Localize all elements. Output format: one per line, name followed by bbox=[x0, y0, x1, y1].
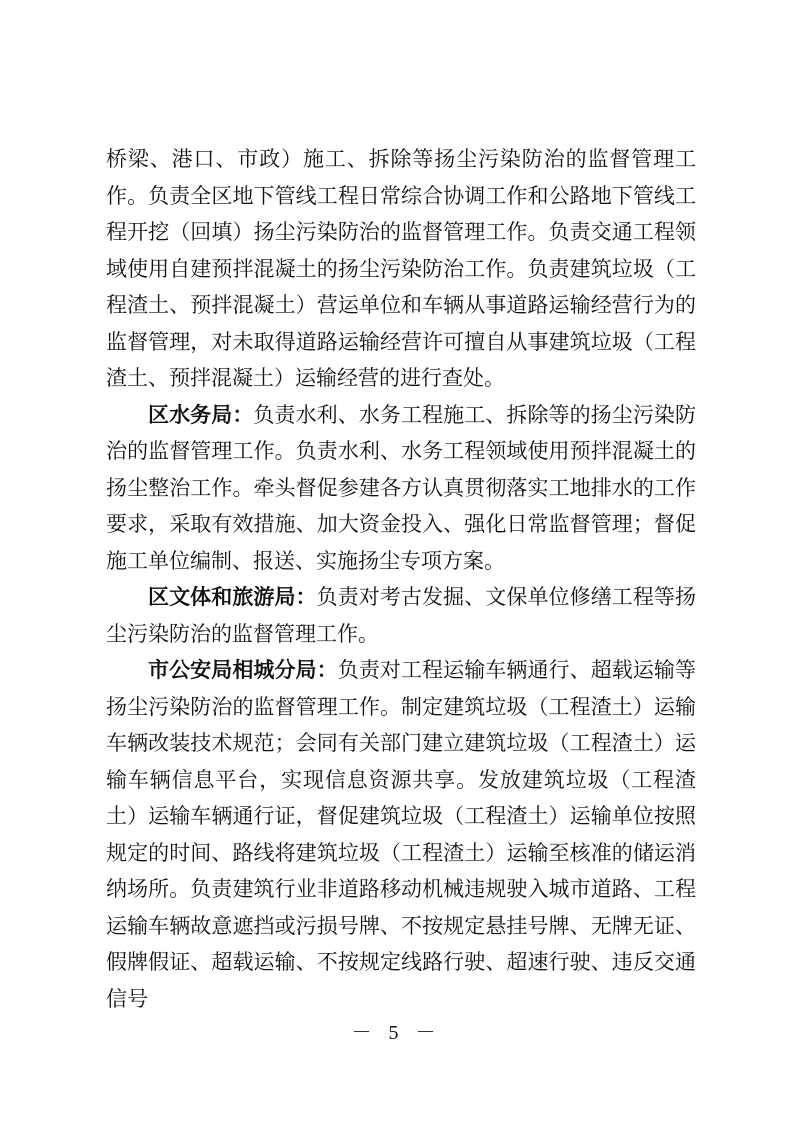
page-number: － 5 － bbox=[351, 1022, 442, 1044]
body-text bbox=[106, 141, 696, 1017]
paragraph-continued bbox=[106, 141, 696, 397]
paragraph-lead: 市公安局相城分局： bbox=[148, 658, 338, 682]
paragraph-water-bureau bbox=[106, 397, 696, 580]
paragraph-public-security-branch bbox=[106, 652, 696, 1017]
paragraph-culture-tourism-bureau bbox=[106, 579, 696, 652]
paragraph-lead: 区水务局： bbox=[148, 402, 254, 427]
paragraph-text: 桥梁、港口、市政）施工、拆除等扬尘污染防治的监督管理工作。负责全区地下管线工程日常综合协调工作和公路地下管线工程开挖（回填）扬尘污染防治的监督管理工作。负责交通工程领域使用自建预拌混凝土的扬尘污染防治工作。负责建筑垃圾（工程渣土、预拌混凝土）营运单位和车辆从事道路运输经营行为的监督管理，对未取得道路运输经营许可擅自从事建筑垃圾（工程渣土、预拌混凝土）运输经营的进行查处。 bbox=[106, 147, 696, 390]
paragraph-text: 负责对考古发掘、文保单位修缮工程等扬尘污染防治的监督管理工作。 bbox=[106, 585, 696, 646]
paragraph-text: 负责水利、水务工程施工、拆除等的扬尘污染防治的监督管理工作。负责水利、水务工程领域使用预拌混凝土的扬尘整治工作。牵头督促参建各方认真贯彻落实工地排水的工作要求，采取有效措施、加大资金投入、强化日常监督管理；督促施工单位编制、报送、实施扬尘专项方案。 bbox=[106, 402, 697, 573]
paragraph-lead: 区文体和旅游局： bbox=[148, 585, 317, 609]
paragraph-text: 负责对工程运输车辆通行、超载运输等扬尘污染防治的监督管理工作。制定建筑垃圾（工程渣土）运输车辆改装技术规范；会同有关部门建立建筑垃圾（工程渣土）运输车辆信息平台，实现信息资源共享。发放建筑垃圾（工程渣土）运输车辆通行证，督促建筑垃圾（工程渣土）运输单位按照规定的时间、路线将建筑垃圾（工程渣土）运输至核准的储运消纳场所。负责建筑行业非道路移动机械违规驶入城市道路、工程运输车辆故意遮挡或污损号牌、不按规定悬挂号牌、无牌无证、假牌假证、超载运输、不按规定线路行驶、超速行驶、违反交通信号 bbox=[106, 658, 697, 1011]
